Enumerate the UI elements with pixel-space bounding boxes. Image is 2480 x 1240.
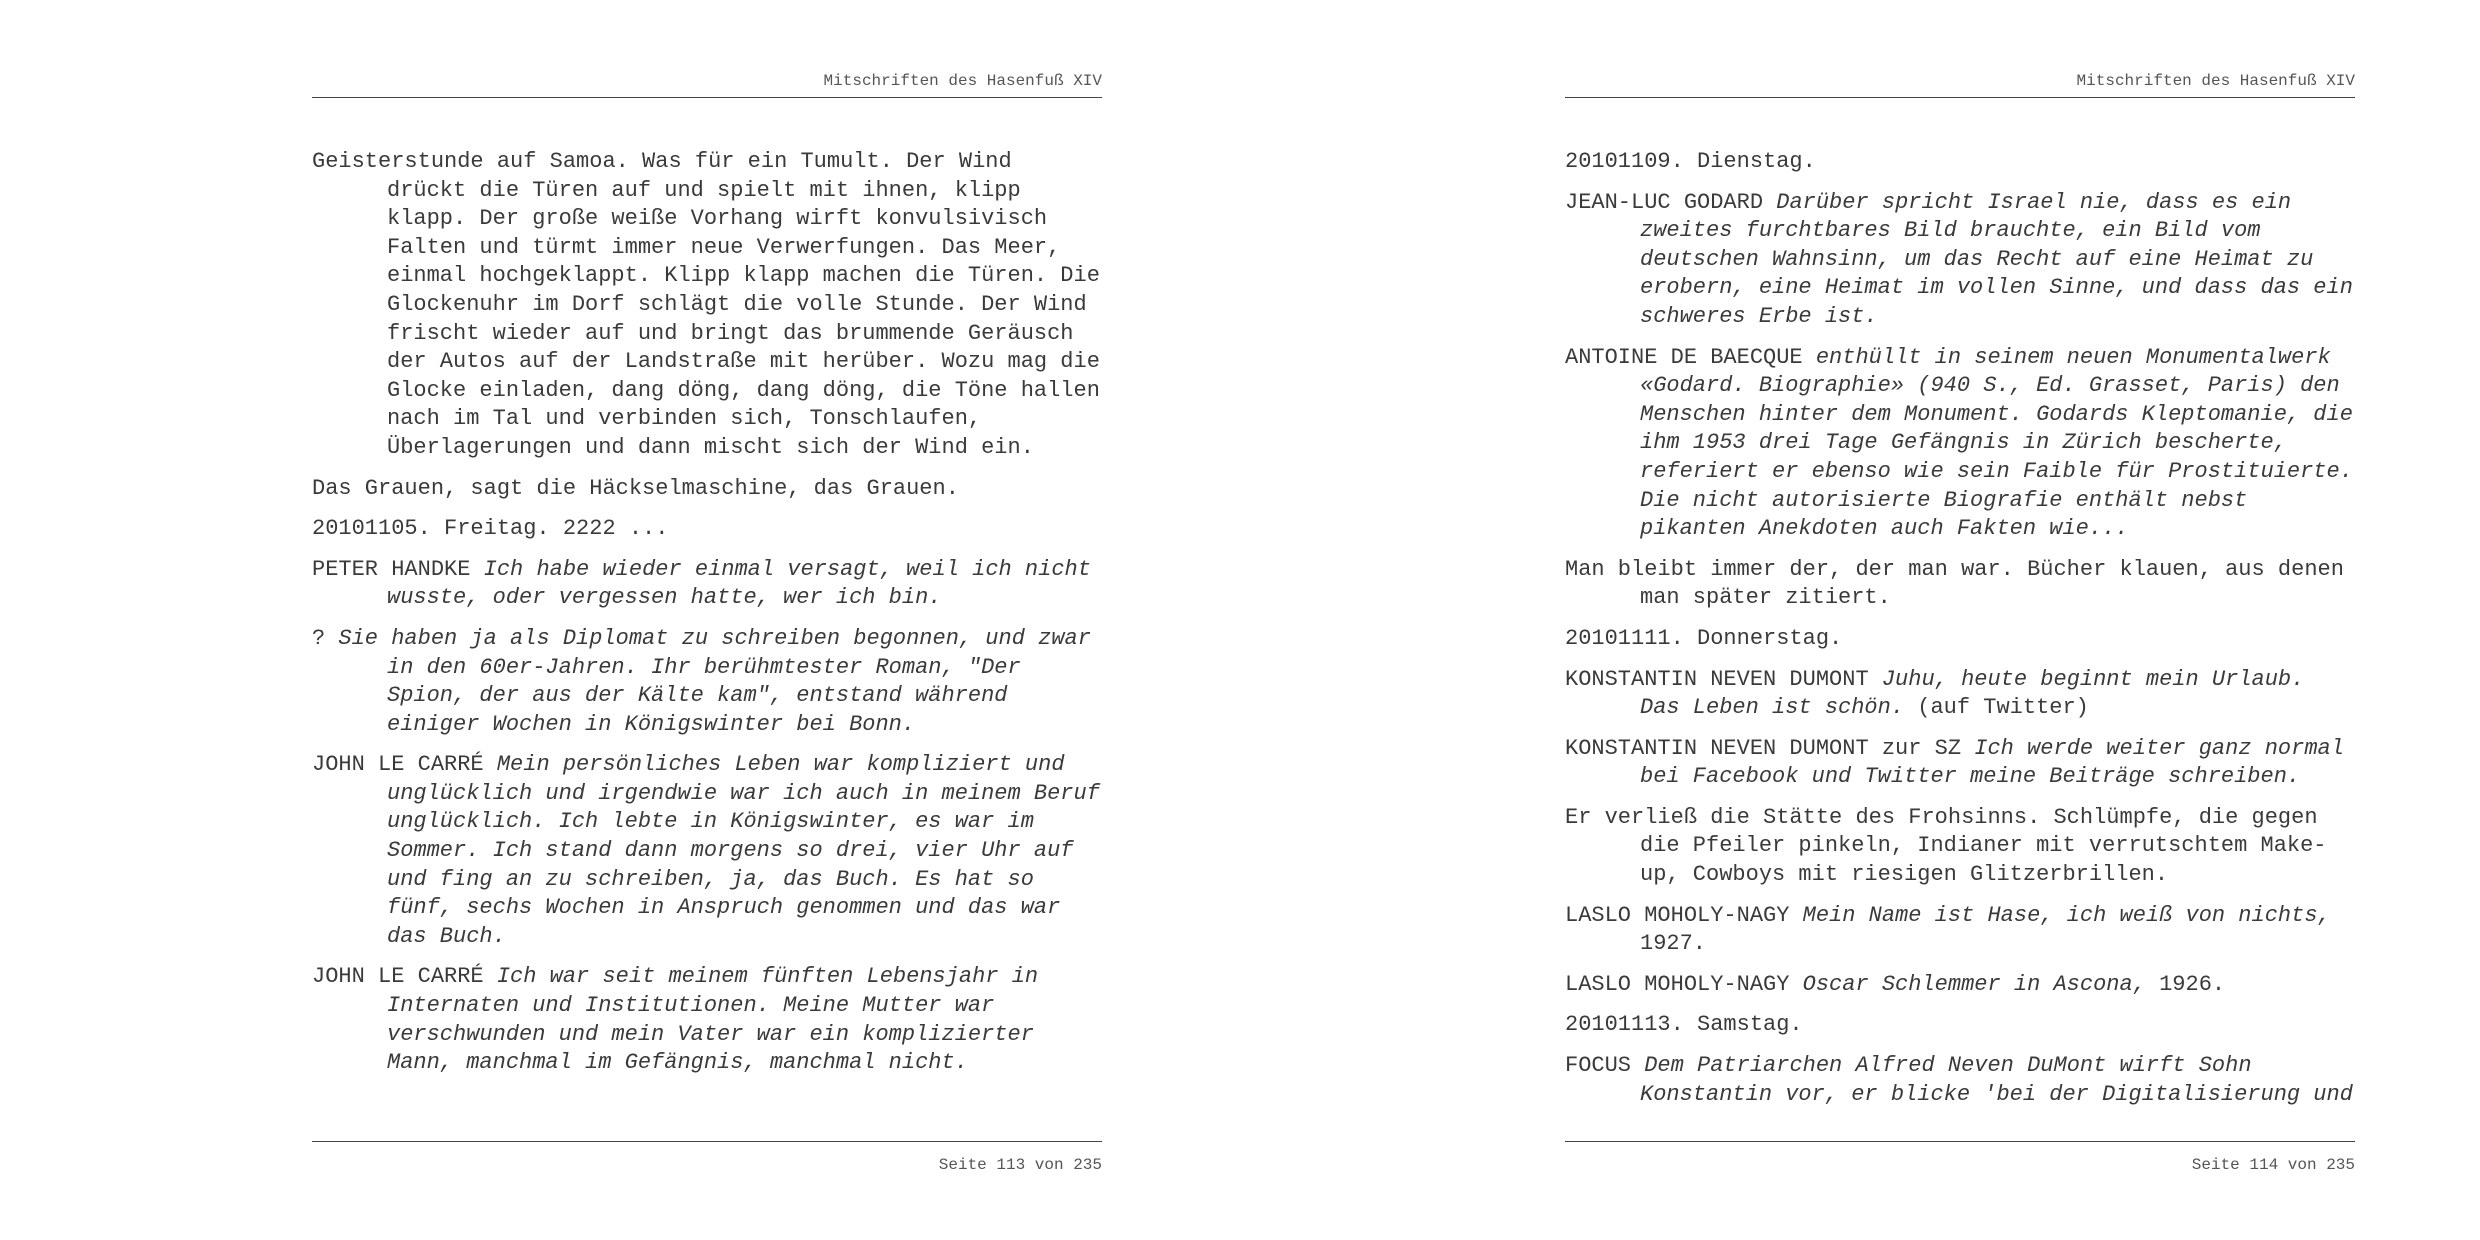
- speaker-name: ?: [312, 625, 326, 651]
- header-rule: [312, 97, 1102, 98]
- quote-text: Oscar Schlemmer in Ascona,: [1802, 971, 2146, 997]
- speaker-name: FOCUS: [1565, 1053, 1632, 1079]
- entry-text: Geisterstunde auf Samoa. Was für ein Tumult. Der Wind drückt die Türen auf und spielt mit ihnen, klipp klapp. Der große weiße Vorhang wirft konvulsivisch Falten und türmt immer neue Verwerfungen. Das Meer, einmal hochgeklappt. Klipp klapp machen die Türen. Die Glockenuhr im Dorf schlägt die volle Stunde. Der Wind frischt wieder auf und bringt das brummende Geräusch der Autos auf der Landstraße mit herüber. Wozu mag die Glocke einladen, dang döng, dang döng, die Töne hallen nach im Tal und verbinden sich, Tonschlaufen, Überlagerungen und dann mischt sich der Wind ein.: [312, 149, 1100, 460]
- text-entry: [312, 148, 1102, 463]
- right-page: [1565, 0, 2355, 1240]
- entry-text: 20101113. Samstag.: [1565, 1012, 1803, 1038]
- speaker-name: JOHN LE CARRÉ: [312, 752, 484, 778]
- quote-entry: [312, 963, 1102, 1077]
- date-entry: [1565, 625, 2355, 654]
- date-entry: [312, 515, 1102, 544]
- quote-text: Sie haben ja als Diplomat zu schreiben begonnen, und zwar in den 60er-Jahren. Ihr berühmtester Roman, "Der Spion, der aus der Kälte kam", entstand während einiger Wochen in Königswinter bei Bonn.: [338, 625, 1091, 737]
- left-page: [312, 0, 1102, 1240]
- entry-suffix: 1927.: [1640, 931, 1707, 957]
- page-header: Mitschriften des Hasenfuß XIV: [2076, 72, 2355, 90]
- speaker-name: PETER HANDKE: [312, 556, 471, 582]
- quote-text: Ich habe wieder einmal versagt, weil ich nicht wusste, oder vergessen hatte, wer ich bin.: [387, 556, 1091, 611]
- quote-entry: [1565, 735, 2355, 792]
- entry-text: 20101109. Dienstag.: [1565, 149, 1816, 174]
- entry-text: 20101111. Donnerstag.: [1565, 625, 1843, 651]
- quote-entry: [1565, 344, 2355, 544]
- speaker-name: LASLO MOHOLY-NAGY: [1565, 971, 1790, 997]
- page-footer: Seite 113 von 235: [938, 1156, 1102, 1174]
- quote-entry: [1565, 189, 2355, 332]
- entry-suffix: (auf Twitter): [1917, 695, 2089, 721]
- text-entry: [1565, 804, 2355, 890]
- quote-entry: [312, 751, 1102, 951]
- quote-text: Juhu, heute beginnt mein Urlaub. Das Leben ist schön.: [1640, 666, 2305, 721]
- quote-entry: [1565, 971, 2355, 1000]
- page-content: [1565, 148, 2355, 1121]
- quote-entry: [312, 625, 1102, 739]
- entry-text: Das Grauen, sagt die Häckselmaschine, das Grauen.: [312, 475, 959, 501]
- date-entry: [1565, 1011, 2355, 1040]
- text-entry: [1565, 556, 2355, 613]
- header-rule: [1565, 97, 2355, 98]
- speaker-name: JOHN LE CARRÉ: [312, 964, 484, 990]
- entry-text: Man bleibt immer der, der man war. Bücher klauen, aus denen man später zitiert.: [1565, 556, 2344, 611]
- date-entry: [1565, 148, 2355, 177]
- quote-entry: [1565, 1052, 2355, 1109]
- speaker-name: KONSTANTIN NEVEN DUMONT: [1565, 735, 1869, 761]
- speaker-name: ANTOINE DE BAECQUE: [1565, 344, 1803, 370]
- page-footer: Seite 114 von 235: [2191, 1156, 2355, 1174]
- quote-entry: [1565, 666, 2355, 723]
- footer-rule: [1565, 1141, 2355, 1142]
- quote-text: Darüber spricht Israel nie, dass es ein zweites furchtbares Bild brauchte, ein Bild vom deutschen Wahnsinn, um das Recht auf eine Heimat zu erobern, eine Heimat im vollen Sinne, und dass das ein schweres Erbe ist.: [1640, 189, 2353, 329]
- entry-text: 20101105. Freitag. 2222 ...: [312, 516, 669, 542]
- page-header: Mitschriften des Hasenfuß XIV: [823, 72, 1102, 90]
- page-content: [312, 148, 1102, 1090]
- quote-text: Mein Name ist Hase, ich weiß von nichts,: [1802, 902, 2331, 928]
- speaker-suffix: zur SZ: [1881, 735, 1962, 761]
- quote-text: Ich werde weiter ganz normal bei Facebook und Twitter meine Beiträge schreiben.: [1640, 735, 2344, 790]
- footer-rule: [312, 1141, 1102, 1142]
- quote-entry: [312, 556, 1102, 613]
- text-entry: [312, 475, 1102, 504]
- quote-entry: [1565, 902, 2355, 959]
- quote-text: Dem Patriarchen Alfred Neven DuMont wirft Sohn Konstantin vor, er blicke 'bei der Digitalisierung und: [1640, 1053, 2353, 1107]
- speaker-name: LASLO MOHOLY-NAGY: [1565, 902, 1790, 928]
- speaker-name: JEAN-LUC GODARD: [1565, 189, 1764, 215]
- quote-text: enthüllt in seinem neuen Monumentalwerk «Godard. Biographie» (940 S., Ed. Grasset, Paris) den Menschen hinter dem Monument. Godards Kleptomanie, die ihm 1953 drei Tage Gefängnis in Zürich bescherte, referiert er ebenso wie sein Faible für Prostituierte. Die nicht autorisierte Biografie enthält nebst pikanten Anekdoten auch Fakten wie...: [1640, 344, 2353, 542]
- entry-text: Er verließ die Stätte des Frohsinns. Schlümpfe, die gegen die Pfeiler pinkeln, Indianer mit verrutschtem Make-up, Cowboys mit riesigen Glitzerbrillen.: [1565, 804, 2327, 888]
- speaker-name: KONSTANTIN NEVEN DUMONT: [1565, 666, 1869, 692]
- entry-suffix: 1926.: [2159, 971, 2226, 997]
- quote-text: Ich war seit meinem fünften Lebensjahr in Internaten und Institutionen. Meine Mutter war verschwunden und mein Vater war ein komplizierter Mann, manchmal im Gefängnis, manchmal nicht.: [387, 964, 1039, 1076]
- quote-text: Mein persönliches Leben war kompliziert und unglücklich und irgendwie war ich auch in meinem Beruf unglücklich. Ich lebte in Königswinter, es war im Sommer. Ich stand dann morgens so drei, vier Uhr auf und fing an zu schreiben, ja, das Buch. Es hat so fünf, sechs Wochen in Anspruch genommen und das war das Buch.: [387, 752, 1100, 949]
